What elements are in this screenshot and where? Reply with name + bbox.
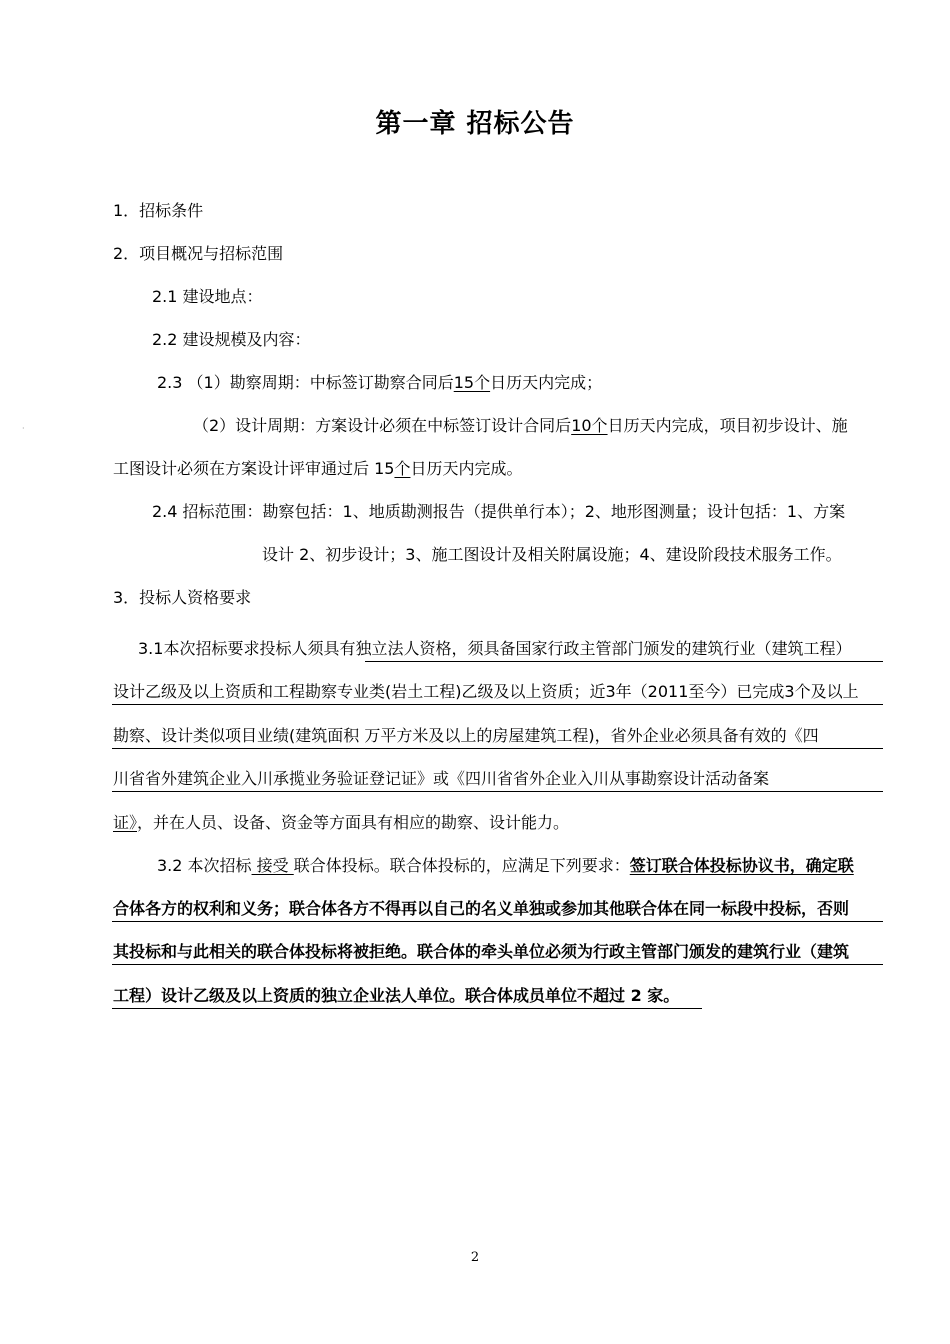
para-3-1-line-3: 勘察、设计类似项目业绩(建筑面积 万平方米及以上的房屋建筑工程)，省外企业必须具备有效的《四: [113, 726, 819, 745]
section-3-heading: 3．投标人资格要求: [113, 588, 252, 607]
para-3-1-line-4: 川省省外建筑企业入川承揽业务验证登记证》或《四川省省外企业入川从事勘察设计活动备案: [113, 769, 770, 788]
item-2-2: 2.2 建设规模及内容：: [152, 330, 311, 349]
text: 3.2 本次招标: [157, 856, 252, 875]
para-3-2-line-2: 合体各方的权利和义务；联合体各方不得再以自己的名义单独或参加其他联合体在同一标段中投标，否则: [113, 899, 850, 918]
underline: [112, 748, 883, 749]
text: 工图设计必须在方案设计评审通过后 15: [113, 459, 395, 478]
para-3-2-line-4: 工程）设计乙级及以上资质的独立企业法人单位。联合体成员单位不超过 2 家。: [113, 986, 680, 1005]
item-2-4-scope: 2.4 招标范围：勘察包括：1、地质勘测报告（提供单行本）；2、地形图测量；设计包括：1、方案: [152, 502, 846, 521]
para-3-1-line-1: 3.1本次招标要求投标人须具有独立法人资格，须具备国家行政主管部门颁发的建筑行业（建筑工程）: [138, 639, 852, 658]
item-2-3-survey-period: [157, 372, 602, 394]
underline: [112, 791, 883, 792]
item-2-4-scope-cont: 设计 2、初步设计；3、施工图设计及相关附属设施；4、建设阶段技术服务工作。: [262, 545, 842, 564]
para-3-2-line-1: [157, 855, 854, 877]
underline: [112, 964, 883, 965]
underlined-value: 个: [394, 459, 411, 478]
text: 日历天内完成。: [410, 459, 523, 478]
text: 2.3 （1）勘察周期：中标签订勘察合同后: [157, 373, 454, 392]
item-2-3-design-period-cont: [113, 458, 522, 480]
underlined-text: 证》: [113, 813, 138, 832]
text: 日历天内完成；: [490, 373, 603, 392]
text: ，并在人员、设备、资金等方面具有相应的勘察、设计能力。: [137, 813, 570, 832]
para-3-1-line-5: [113, 812, 569, 834]
para-3-2-line-3: 其投标和与此相关的联合体投标将被拒绝。联合体的牵头单位必须为行政主管部门颁发的建筑行业（建筑: [113, 942, 850, 961]
underlined-value: 接受: [251, 856, 294, 875]
text: 日历天内完成，项目初步设计、施: [607, 416, 848, 435]
para-3-1-line-2: 设计乙级及以上资质和工程勘察专业类(岩土工程)乙级及以上资质；近3年（2011至今）已完成3个及以上: [113, 682, 859, 701]
section-1-heading: 1．招标条件: [113, 201, 204, 220]
chapter-title: 第一章 招标公告: [375, 109, 575, 139]
underline: [112, 921, 883, 922]
underline: [112, 1008, 702, 1009]
underlined-value: 15个: [453, 373, 491, 392]
margin-dot: ·: [22, 424, 25, 433]
item-2-3-design-period: [193, 415, 848, 437]
underlined-value: 10个: [571, 416, 608, 435]
item-2-1: 2.1 建设地点：: [152, 287, 263, 306]
text: （2）设计周期：方案设计必须在中标签订设计合同后: [193, 416, 572, 435]
page-number: 2: [470, 1250, 480, 1265]
bold-underlined-text: 签订联合体投标协议书，确定联: [629, 856, 854, 875]
underline: [365, 661, 883, 662]
text: 联合体投标。联合体投标的，应满足下列要求：: [293, 856, 630, 875]
section-2-heading: 2．项目概况与招标范围: [113, 244, 284, 263]
underline: [112, 704, 883, 705]
